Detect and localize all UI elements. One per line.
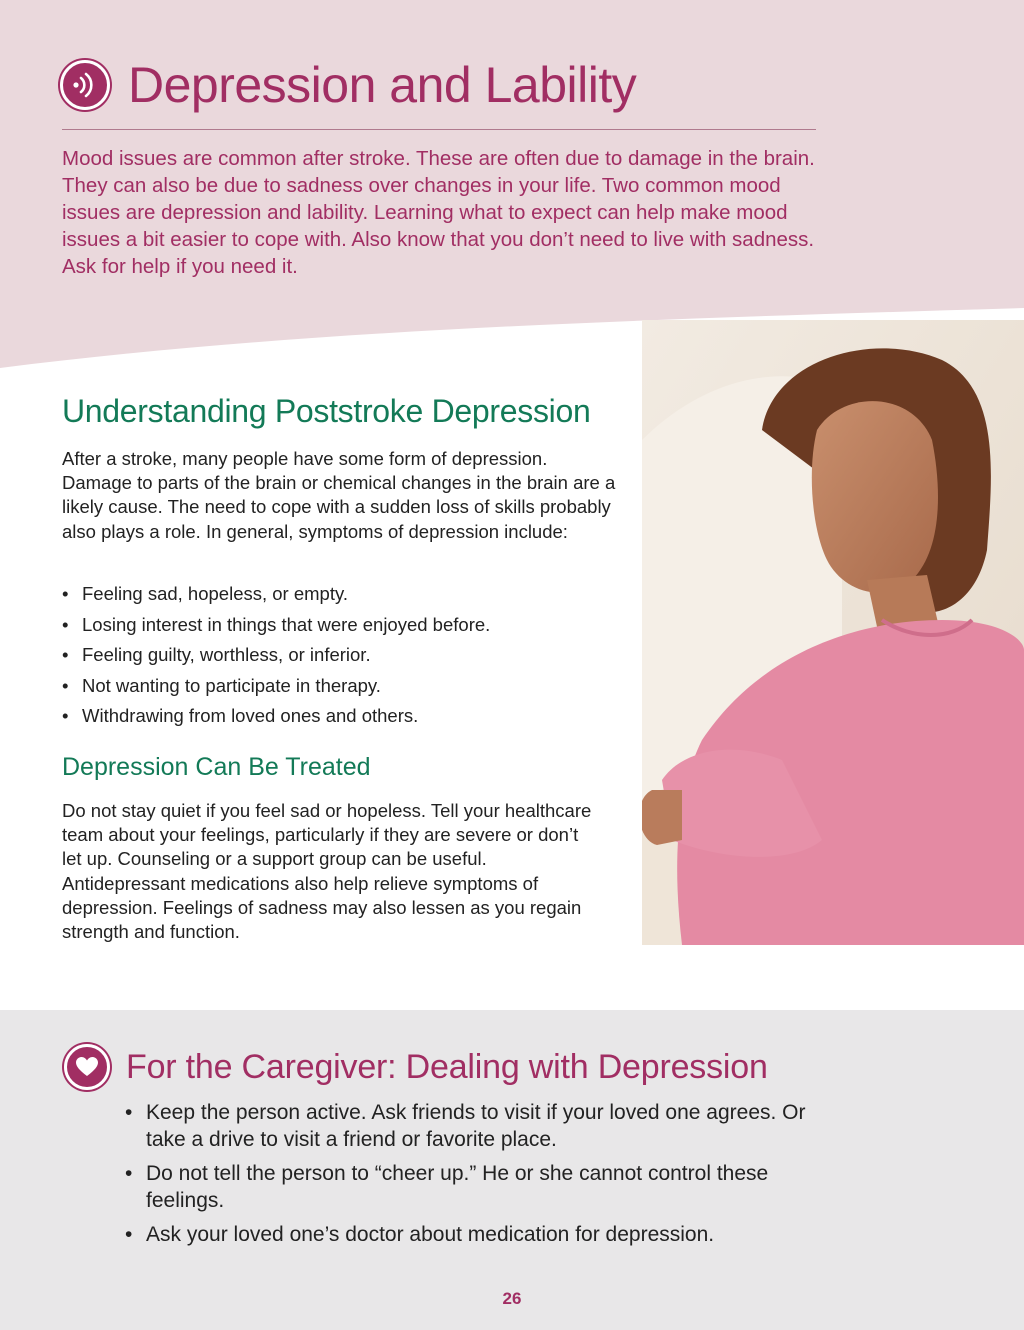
section-heading: Understanding Poststroke Depression [62,393,591,429]
list-item-text: Keep the person active. Ask friends to visit if your loved one agrees. Or take a drive to visit a friend or favorite place. [146,1101,806,1151]
page-title: Depression and Lability [128,57,637,113]
list-item [125,1160,845,1214]
title-divider [62,129,816,130]
bullet-icon: • [62,705,69,726]
list-item-text: Ask your loved one’s doctor about medication for depression. [146,1223,715,1246]
intro-text: Mood issues are common after stroke. These are often due to damage in the brain. They can also be due to sadness over changes in your life. Two common mood issues are depression and lability. Learning what to expect can help make mood issues a bit easier to cope with. Also know that you don’t need to live with sadness. Ask for help if you need it. [62,147,815,278]
subsection-heading: Depression Can Be Treated [62,753,371,781]
list-item-text: Feeling sad, hopeless, or empty. [82,583,348,604]
heart-icon [64,1044,110,1090]
woman-photo [642,320,1024,945]
list-item-text: Withdrawing from loved ones and others. [82,705,419,726]
list-item [62,703,490,734]
bullet-icon: • [62,674,69,696]
bullet-icon: • [62,583,69,604]
symptom-list [62,581,490,734]
speaker-waves-icon [60,60,110,110]
list-item [62,673,490,704]
caregiver-title: For the Caregiver: Dealing with Depression [126,1047,768,1086]
list-item-text: Do not tell the person to “cheer up.” He or she cannot control these feelings. [146,1162,769,1212]
bullet-icon: • [62,644,69,665]
caregiver-list [125,1099,845,1255]
page-number: 26 [502,1289,522,1308]
list-item [62,581,490,612]
list-item [62,642,490,673]
title-row [60,55,636,115]
section-paragraph: After a stroke, many people have some form of depression. Damage to parts of the brain or chemical changes in the brain are a likely cause. The need to cope with a sudden loss of skills probably also plays a role. In general, symptoms of depression include: [62,448,616,542]
list-item [125,1221,845,1248]
bullet-icon: • [125,1101,133,1124]
subsection-paragraph: Do not stay quiet if you feel sad or hopeless. Tell your healthcare team about your feelings, particularly if they are severe or don’t let up. Counseling or a support group can be useful. Antidepressant medications also help relieve symptoms of depression. Feelings of sadness may also lessen as you regain strength and function. [62,800,592,943]
bullet-icon: • [125,1162,133,1185]
list-item-text: Feeling guilty, worthless, or inferior. [82,644,371,665]
list-item [125,1099,845,1153]
list-item-text: Losing interest in things that were enjoyed before. [82,613,491,635]
bullet-icon: • [125,1223,133,1246]
list-item [62,612,490,643]
caregiver-title-row [64,1044,768,1090]
bullet-icon: • [62,613,69,635]
list-item-text: Not wanting to participate in therapy. [82,674,381,696]
